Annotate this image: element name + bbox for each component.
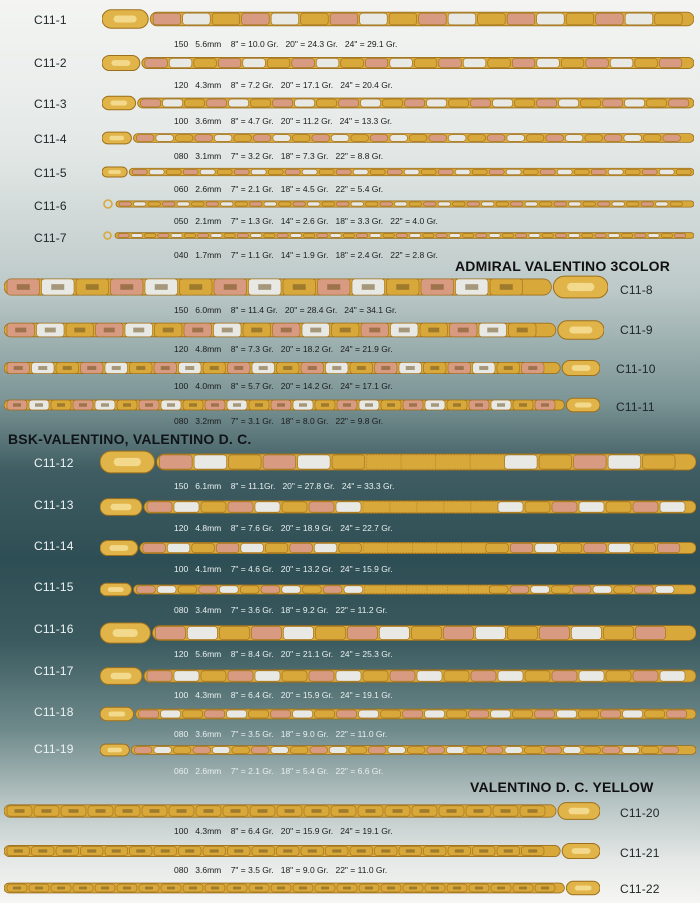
chain-image xyxy=(100,706,696,722)
chain-drawing xyxy=(4,319,604,341)
item-code: C11-17 xyxy=(34,664,74,678)
item-code: C11-1 xyxy=(34,13,67,27)
item-code: C11-7 xyxy=(34,231,67,245)
chain-image xyxy=(100,449,696,475)
item-specs: 120 4.8mm 8" = 7.3 Gr. 20" = 18.2 Gr. 24" = 21.9 Gr. xyxy=(174,344,393,354)
chain-image xyxy=(102,8,694,30)
chain-image xyxy=(100,539,696,557)
chain-image xyxy=(102,231,694,240)
chain-image xyxy=(100,497,696,517)
item-specs: 080 3.6mm 7" = 3.5 Gr. 18" = 9.0 Gr. 22" = 11.0 Gr. xyxy=(174,729,388,739)
chain-drawing xyxy=(102,199,694,209)
item-specs: 080 3.2mm 7" = 3.1 Gr. 18" = 8.0 Gr. 22" = 9.8 Gr. xyxy=(174,416,384,426)
chain-drawing xyxy=(100,666,696,686)
item-specs: 150 5.6mm 8" = 10.0 Gr. 20" = 24.3 Gr. 24" = 29.1 Gr. xyxy=(174,39,398,49)
item-specs: 080 3.4mm 7" = 3.6 Gr. 18" = 9.2 Gr. 22" = 11.2 Gr. xyxy=(174,605,388,615)
item-code: C11-8 xyxy=(620,283,653,297)
chain-image xyxy=(4,801,600,821)
section-heading: ADMIRAL VALENTINO 3COLOR xyxy=(455,258,671,274)
chain-drawing xyxy=(102,54,694,72)
item-specs: 150 6.0mm 8" = 11.4 Gr. 20" = 28.4 Gr. 24" = 34.1 Gr. xyxy=(174,305,397,315)
item-code: C11-12 xyxy=(34,456,74,470)
chain-drawing xyxy=(100,539,696,557)
section-heading: VALENTINO D. C. YELLOW xyxy=(470,779,654,795)
chain-image xyxy=(4,359,600,377)
item-specs: 080 3.6mm 7" = 3.5 Gr. 18" = 9.0 Gr. 22" = 11.0 Gr. xyxy=(174,865,388,875)
item-code: C11-21 xyxy=(620,846,660,860)
chain-image xyxy=(102,54,694,72)
chain-image xyxy=(100,621,696,645)
chain-drawing xyxy=(102,231,694,240)
chain-image xyxy=(4,274,608,300)
item-code: C11-11 xyxy=(616,400,655,414)
chain-drawing xyxy=(102,95,694,111)
item-code: C11-10 xyxy=(616,362,656,376)
chain-image xyxy=(100,743,696,757)
item-specs: 050 2.1mm 7" = 1.3 Gr. 14" = 2.6 Gr. 18" = 3.3 Gr. 22" = 4.0 Gr. xyxy=(174,216,438,226)
item-specs: 120 4.3mm 8" = 7.2 Gr. 20" = 17.1 Gr. 24" = 20.4 Gr. xyxy=(174,80,393,90)
item-code: C11-5 xyxy=(34,166,67,180)
item-code: C11-2 xyxy=(34,56,67,70)
item-specs: 060 2.6mm 7" = 2.1 Gr. 18" = 5.4 Gr. 22" = 6.6 Gr. xyxy=(174,766,384,776)
chain-image xyxy=(102,199,694,209)
item-code: C11-9 xyxy=(620,323,653,337)
chain-image xyxy=(4,880,600,896)
item-specs: 060 2.6mm 7" = 2.1 Gr. 18" = 4.5 Gr. 22" = 5.4 Gr. xyxy=(174,184,384,194)
item-code: C11-19 xyxy=(34,742,74,756)
chain-image xyxy=(4,842,600,860)
item-code: C11-14 xyxy=(34,539,74,553)
item-specs: 100 3.6mm 8" = 4.7 Gr. 20" = 11.2 Gr. 24" = 13.3 Gr. xyxy=(174,116,392,126)
item-specs: 120 5.6mm 8" = 8.4 Gr. 20" = 21.1 Gr. 24" = 25.3 Gr. xyxy=(174,649,393,659)
item-code: C11-20 xyxy=(620,806,660,820)
item-code: C11-16 xyxy=(34,622,74,636)
item-specs: 120 4.8mm 8" = 7.6 Gr. 20" = 18.9 Gr. 24" = 22.7 Gr. xyxy=(174,523,393,533)
chain-image xyxy=(100,582,696,597)
chain-drawing xyxy=(102,8,694,30)
item-specs: 100 4.0mm 8" = 5.7 Gr. 20" = 14.2 Gr. 24" = 17.1 Gr. xyxy=(174,381,393,391)
chain-drawing xyxy=(4,842,600,860)
item-specs: 150 6.1mm 8" = 11.1Gr. 20" = 27.8 Gr. 24" = 33.3 Gr. xyxy=(174,481,395,491)
section-heading: BSK-VALENTINO, VALENTINO D. C. xyxy=(8,431,252,447)
chain-drawing xyxy=(4,880,600,896)
chain-drawing xyxy=(4,274,608,300)
chain-image xyxy=(4,319,604,341)
item-code: C11-18 xyxy=(34,705,74,719)
item-code: C11-15 xyxy=(34,580,74,594)
item-code: C11-6 xyxy=(34,199,67,213)
item-code: C11-13 xyxy=(34,498,74,512)
item-code: C11-22 xyxy=(620,882,660,896)
chain-drawing xyxy=(102,166,694,178)
item-specs: 040 1.7mm 7" = 1.1 Gr. 14" = 1.9 Gr. 18" = 2.4 Gr. 22" = 2.8 Gr. xyxy=(174,250,438,260)
chain-drawing xyxy=(100,582,696,597)
item-specs: 100 4.1mm 7" = 4.6 Gr. 20" = 13.2 Gr. 24" = 15.9 Gr. xyxy=(174,564,393,574)
item-code: C11-4 xyxy=(34,132,67,146)
chain-drawing xyxy=(4,397,600,413)
chain-drawing xyxy=(100,497,696,517)
chain-image xyxy=(100,666,696,686)
chain-drawing xyxy=(4,801,600,821)
chain-drawing xyxy=(100,743,696,757)
item-specs: 100 4.3mm 8" = 6.4 Gr. 20" = 15.9 Gr. 24" = 19.1 Gr. xyxy=(174,690,393,700)
chain-image xyxy=(102,166,694,178)
chain-drawing xyxy=(100,449,696,475)
chain-drawing xyxy=(102,131,694,145)
item-specs: 080 3.1mm 7" = 3.2 Gr. 18" = 7.3 Gr. 22" = 8.8 Gr. xyxy=(174,151,384,161)
chain-drawing xyxy=(4,359,600,377)
chain-drawing xyxy=(100,621,696,645)
item-specs: 100 4.3mm 8" = 6.4 Gr. 20" = 15.9 Gr. 24" = 19.1 Gr. xyxy=(174,826,393,836)
chain-image xyxy=(102,95,694,111)
chain-image xyxy=(4,397,600,413)
chain-drawing xyxy=(100,706,696,722)
item-code: C11-3 xyxy=(34,97,67,111)
chain-image xyxy=(102,131,694,145)
